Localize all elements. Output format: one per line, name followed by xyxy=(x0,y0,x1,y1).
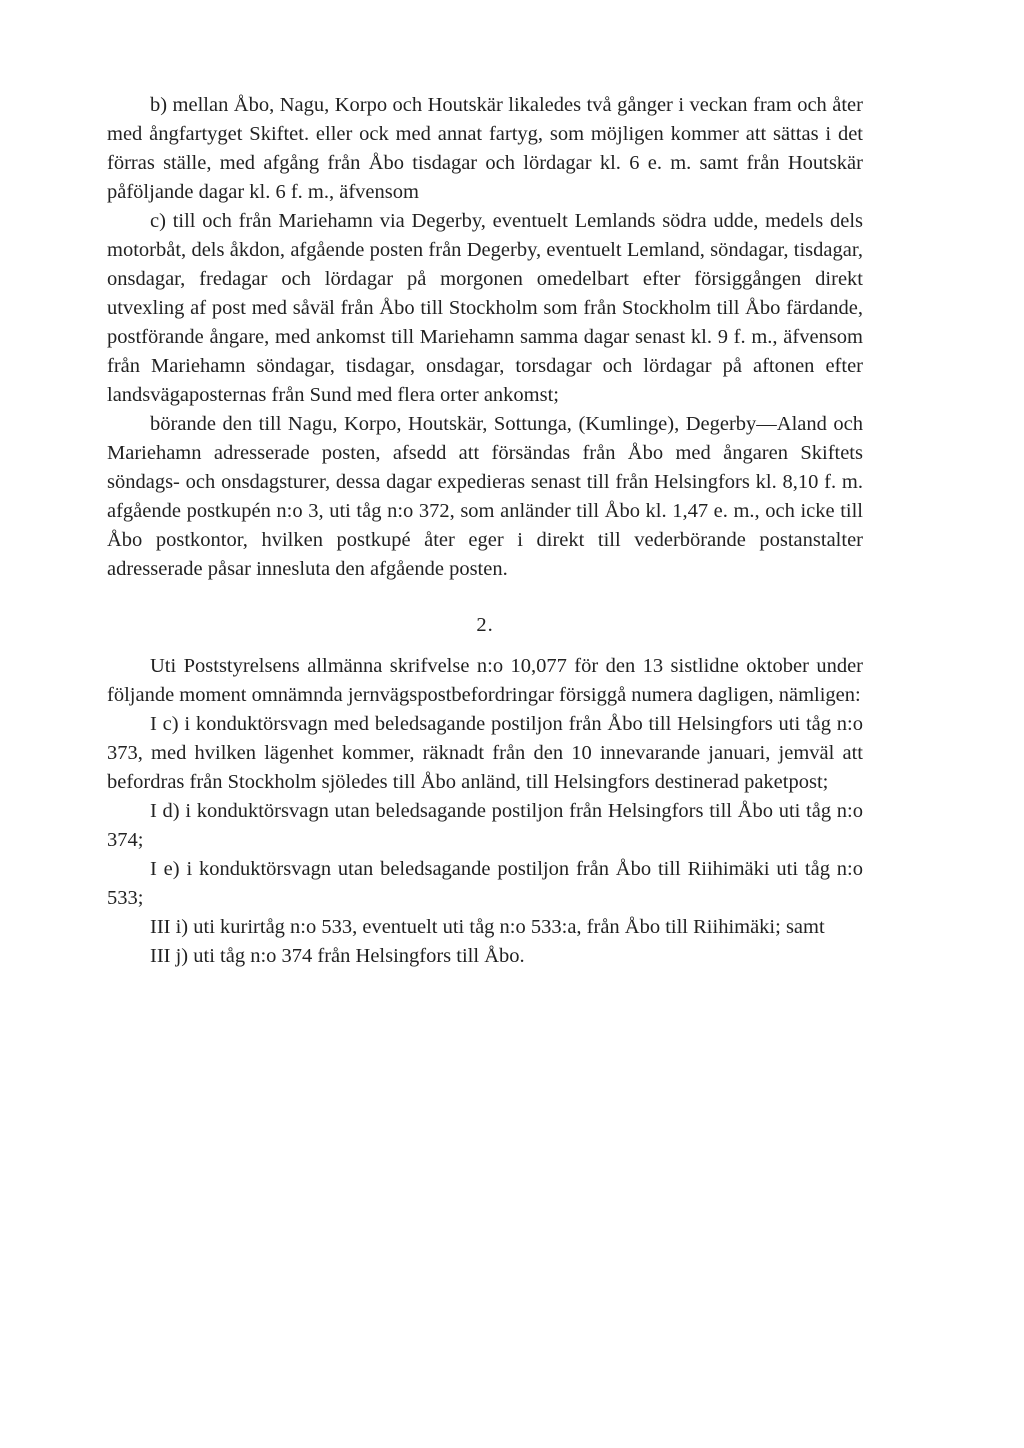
list-item: I c) i konduktörsvagn med beledsagande postiljon från Åbo till Helsingfors uti tåg n:o 373, med hvilken lägenhet kommer, räknadt från den 10 innevarande januari, jemväl att befordras från Stockholm sjöledes till Åbo anländ, till Helsingfors destinerad paketpost; xyxy=(107,713,863,793)
list-item: III j) uti tåg n:o 374 från Helsingfors till Åbo. xyxy=(150,945,525,967)
list-item: I d) i konduktörsvagn utan beledsagande postiljon från Helsingfors till Åbo uti tåg n:o 374; xyxy=(107,800,863,851)
section-intro: Uti Poststyrelsens allmänna skrifvelse n:o 10,077 för den 13 sistlidne oktober under följande moment omnämnda jernvägspostbefordringar försiggå numera dagligen, nämligen: xyxy=(107,655,863,706)
paragraph-borande: börande den till Nagu, Korpo, Houtskär, Sottunga, (Kumlinge), Degerby—Aland och Mariehamn adresserade posten, afsedd att försändas från Åbo med ångaren Skiftets söndags- och onsdagsturer, dessa dagar expedieras senast till från Helsingfors kl. 8,10 f. m. afgående postkupén n:o 3, uti tåg n:o 372, som anländer till Åbo kl. 1,47 e. m., och icke till Åbo postkontor, hvilken postkupé åter eger i direkt till vederbörande postanstalter adresserade påsar innesluta den afgående posten. xyxy=(107,413,863,580)
text-column xyxy=(107,91,863,971)
section-number: 2. xyxy=(476,614,494,636)
list-item: I e) i konduktörsvagn utan beledsagande postiljon från Åbo till Riihimäki uti tåg n:o 533; xyxy=(107,858,863,909)
paragraph-c: c) till och från Mariehamn via Degerby, eventuelt Lemlands södra udde, medels dels motorbåt, dels åkdon, afgående posten från Degerby, eventuelt Lemland, söndagar, tisdagar, onsdagar, fredagar och lördagar på morgonen omedelbart efter försiggången direkt utvexling af post med såväl från Åbo till Stockholm som från Stockholm till Åbo färdande, postförande ångare, med ankomst till Mariehamn samma dagar senast kl. 9 f. m., äfvensom från Mariehamn söndagar, tisdagar, onsdagar, torsdagar och lördagar på aftonen efter landsvägaposternas från Sund med flera orter ankomst; xyxy=(107,210,863,406)
paragraph-b: b) mellan Åbo, Nagu, Korpo och Houtskär likaledes två gånger i veckan fram och åter med ångfartyget Skiftet. eller ock med annat fartyg, som möjligen kommer att sättas i det förras ställe, med afgång från Åbo tisdagar och lördagar kl. 6 e. m. samt från Houtskär påföljande dagar kl. 6 f. m., äfvensom xyxy=(107,94,863,203)
list-item: III i) uti kurirtåg n:o 533, eventuelt uti tåg n:o 533:a, från Åbo till Riihimäki; samt xyxy=(150,916,825,938)
